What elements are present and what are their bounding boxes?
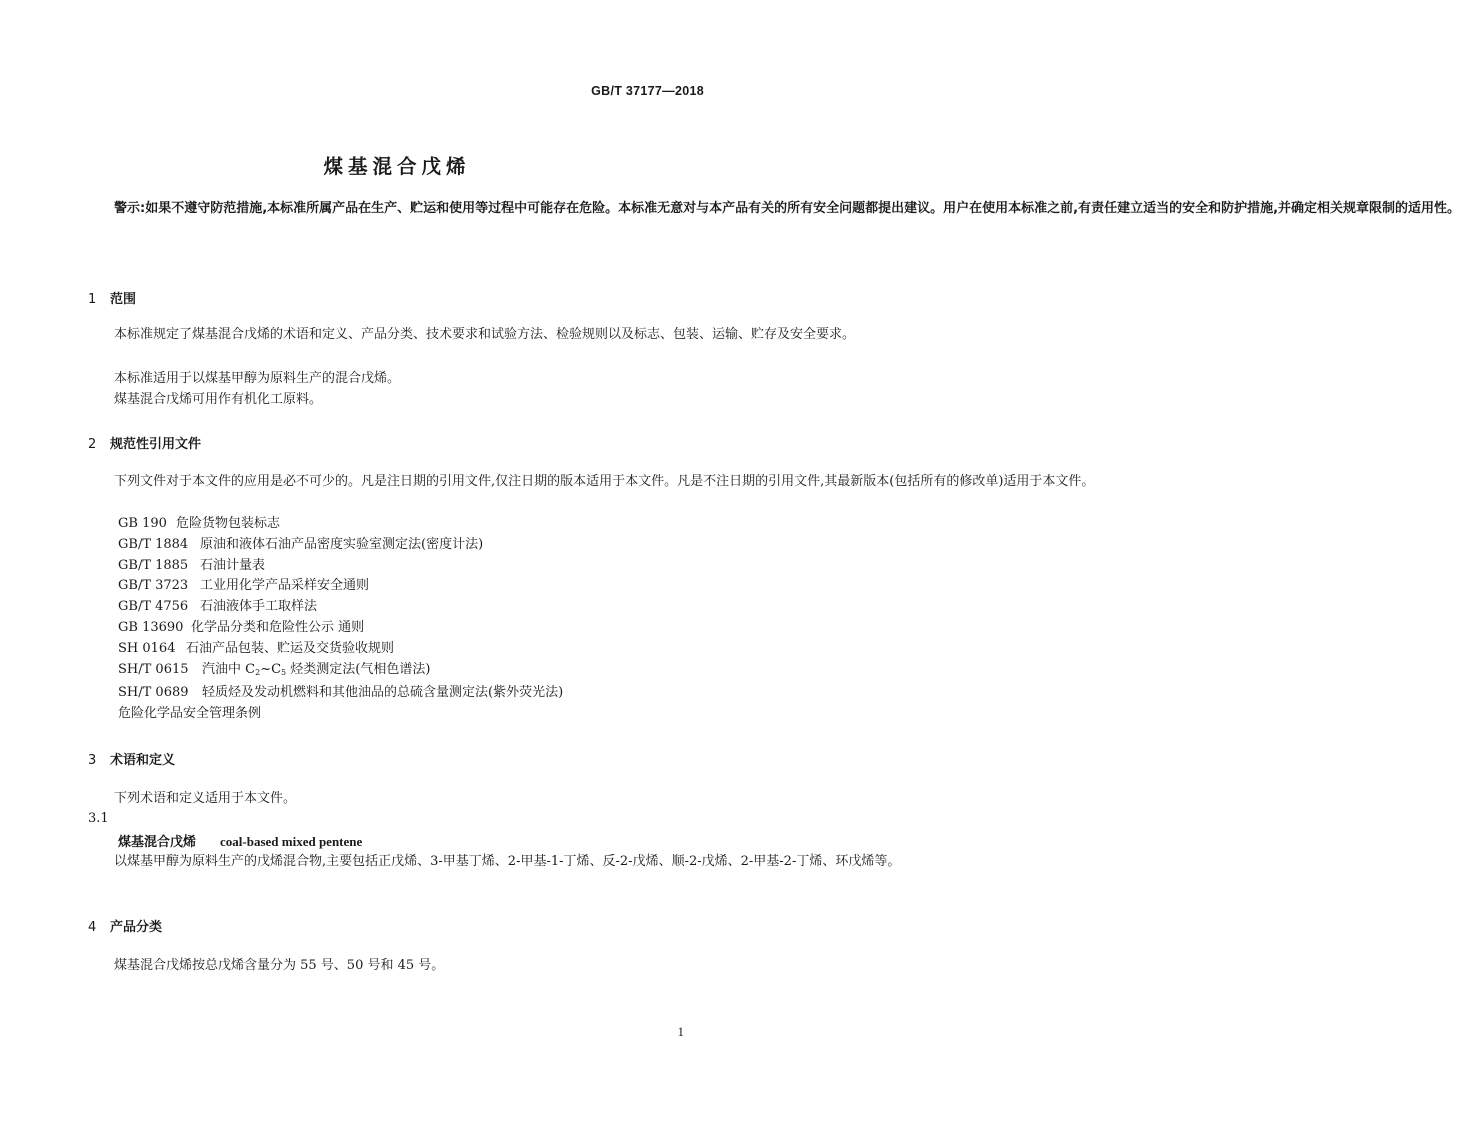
reference-code: GB/T 1885	[118, 557, 189, 573]
reference-item	[118, 704, 563, 725]
section-title: 产品分类	[110, 920, 163, 935]
section-3-heading	[88, 749, 175, 768]
section-1-paragraph-1: 本标准规定了煤基混合戊烯的术语和定义、产品分类、技术要求和试验方法、检验规则以及标志、包装、运输、贮存及安全要求。	[114, 327, 856, 342]
reference-title: 危险化学品安全管理条例	[118, 706, 262, 722]
term-chinese: 煤基混合戊烯	[118, 835, 197, 850]
reference-item	[118, 535, 563, 556]
reference-title: 石油计量表	[200, 557, 266, 573]
reference-title: 危险货物包装标志	[176, 516, 281, 531]
section-title: 范围	[110, 292, 137, 307]
section-title: 规范性引用文件	[110, 437, 202, 452]
section-1-paragraph-2: 本标准适用于以煤基甲醇为原料生产的混合戊烯。	[114, 371, 401, 386]
reference-title: 石油产品包装、贮运及交货验收规则	[186, 640, 395, 656]
section-1-heading	[88, 288, 136, 307]
warning-paragraph: 警示:如果不遵守防范措施,本标准所属产品在生产、贮运和使用等过程中可能存在危险。本标准无意对与本产品有关的所有安全问题都提出建议。用户在使用本标准之前,有责任建立适当的安全和防护措施,并确定相关规章限制的适用性。	[114, 201, 1460, 216]
reference-code: SH 0164	[118, 640, 176, 656]
reference-code: SH/T 0615	[118, 661, 189, 677]
section-4-heading	[88, 916, 162, 935]
term-entry	[118, 831, 362, 850]
reference-code: GB 13690	[118, 619, 184, 635]
reference-item	[118, 597, 563, 618]
reference-code: GB/T 4756	[118, 599, 189, 615]
reference-title: 汽油中 $C_2\sim C_5$ 烃类测定法(气相色谱法)	[202, 661, 431, 677]
reference-item	[118, 618, 563, 639]
section-2-intro: 下列文件对于本文件的应用是必不可少的。凡是注日期的引用文件,仅注日期的版本适用于本文件。凡是不注日期的引用文件,其最新版本(包括所有的修改单)适用于本文件。	[114, 474, 1095, 489]
reference-title: 工业用化学产品采样安全通则	[200, 578, 370, 594]
reference-code: GB/T 3723	[118, 578, 189, 594]
reference-list	[118, 514, 563, 725]
section-3-intro: 下列术语和定义适用于本文件。	[114, 791, 297, 806]
reference-code: SH/T 0689	[118, 685, 189, 701]
section-4-paragraph: 煤基混合戊烯按总戊烯含量分为 55 号、50 号和 45 号。	[114, 958, 445, 973]
reference-code: GB/T 1884	[118, 536, 189, 552]
section-2-heading	[88, 433, 201, 452]
reference-item	[118, 556, 563, 577]
reference-item	[118, 514, 563, 535]
section-number: 3	[88, 753, 97, 768]
reference-title: 石油液体手工取样法	[200, 599, 318, 615]
standard-number: GB/T 37177—2018	[591, 84, 704, 98]
term-definition: 以煤基甲醇为原料生产的戊烯混合物,主要包括正戊烯、3-甲基丁烯、2-甲基-1-丁烯、反-2-戊烯、顺-2-戊烯、2-甲基-2-丁烯、环戊烯等。	[114, 854, 901, 869]
page-number: 1	[677, 1024, 684, 1039]
section-number: 2	[88, 437, 97, 452]
reference-title: 原油和液体石油产品密度实验室测定法(密度计法)	[200, 536, 484, 552]
page-title: 煤基混合戊烯	[323, 155, 471, 178]
reference-title: 化学品分类和危险性公示 通则	[191, 619, 365, 635]
reference-item	[118, 660, 563, 684]
section-title: 术语和定义	[110, 753, 176, 768]
reference-item	[118, 683, 563, 704]
reference-item	[118, 639, 563, 660]
section-number: 4	[88, 920, 97, 935]
section-number: 1	[88, 292, 97, 307]
reference-item	[118, 576, 563, 597]
reference-title: 轻质烃及发动机燃料和其他油品的总硫含量测定法(紫外荧光法)	[202, 685, 564, 701]
reference-code: GB 190	[118, 516, 167, 531]
section-1-paragraph-3: 煤基混合戊烯可用作有机化工原料。	[114, 392, 323, 407]
term-number: 3.1	[88, 811, 109, 826]
term-english: coal-based mixed pentene	[220, 834, 363, 849]
